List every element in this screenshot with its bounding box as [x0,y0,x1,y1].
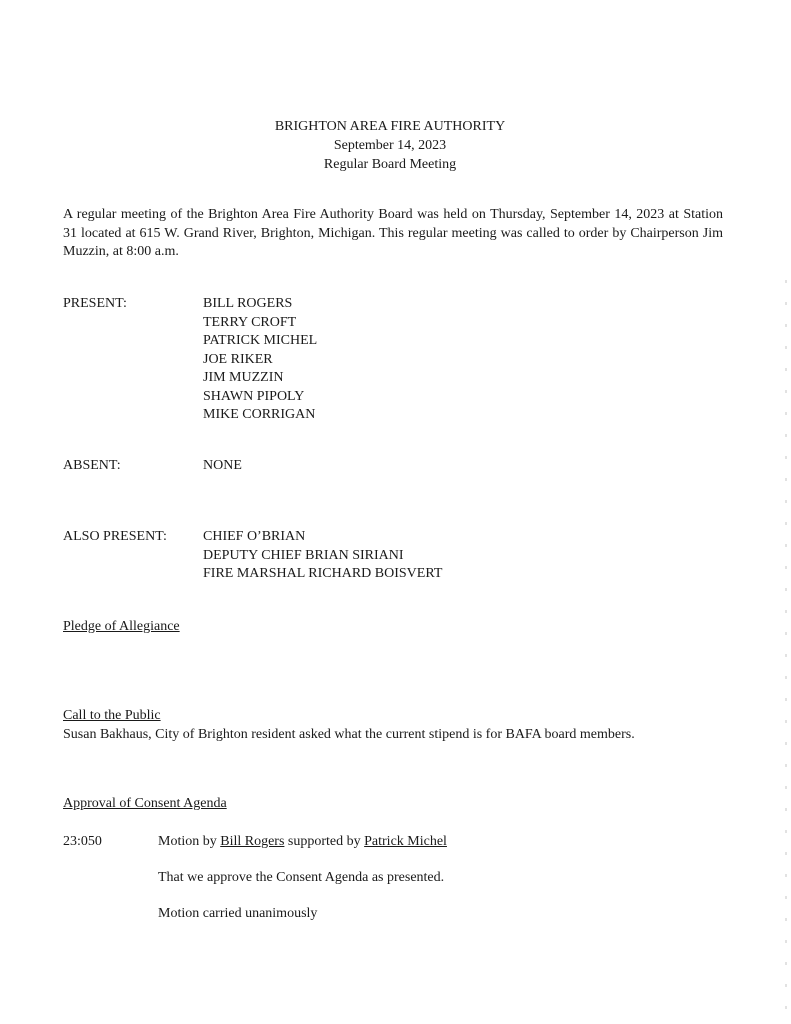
meeting-type: Regular Board Meeting [323,157,457,172]
absent-label: ABSENT: [63,458,121,473]
scan-edge-marks [785,280,787,1020]
present-name: TERRY CROFT [203,314,297,330]
motion-line [158,834,447,850]
motion-mover: Bill Rogers [220,834,285,849]
also-present-name: CHIEF O’BRIAN [203,529,306,544]
motion-middle: supported by [284,834,365,849]
meeting-date: September 14, 2023 [333,138,447,153]
present-name: MIKE CORRIGAN [203,407,316,422]
motion-result: Motion carried unanimously [158,906,318,921]
document-header [0,117,780,174]
pledge-heading: Pledge of Allegiance [63,619,180,634]
present-name: PATRICK MICHEL [203,333,318,348]
intro-paragraph: A regular meeting of the Brighton Area Fire Authority Board was held on Thursday, September 14, 2023 at Station 31 located at 615 W. Grand River, Brighton, Michigan. This regular meeting was called to order by Chairperson Jim Muzzin, at 8:00 a.m. [63,207,723,259]
call-to-public-heading: Call to the Public [63,708,161,723]
absent-list [203,457,242,476]
absent-name: NONE [203,458,242,473]
motion-seconder: Patrick Michel [364,834,447,849]
present-list [203,295,317,425]
also-present-list [203,528,442,584]
present-name: SHAWN PIPOLY [203,388,305,404]
present-name: JIM MUZZIN [203,370,284,385]
present-name: JOE RIKER [203,351,273,367]
call-to-public-text: Susan Bakhaus, City of Brighton resident asked what the current stipend is for BAFA board members. [63,727,635,742]
motion-resolution: That we approve the Consent Agenda as presented. [158,870,445,885]
present-name: BILL ROGERS [203,296,293,311]
motion-prefix: Motion by [158,834,221,849]
organization-title: BRIGHTON AREA FIRE AUTHORITY [274,119,506,134]
motion-number: 23:050 [63,834,102,849]
present-label: PRESENT: [63,296,127,311]
also-present-name: FIRE MARSHAL RICHARD BOISVERT [203,566,443,581]
consent-agenda-heading: Approval of Consent Agenda [63,796,227,811]
also-present-label: ALSO PRESENT: [63,529,167,544]
also-present-name: DEPUTY CHIEF BRIAN SIRIANI [203,547,404,563]
